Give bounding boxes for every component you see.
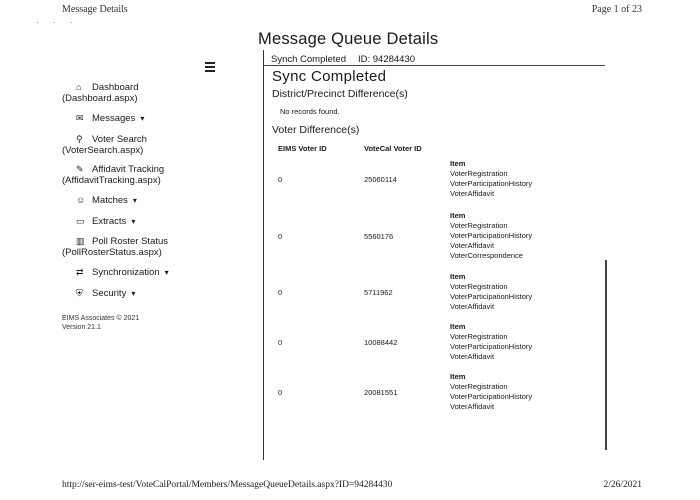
item: VoterRegistration: [450, 382, 508, 391]
table-row: [278, 367, 600, 417]
sidebar-item-security[interactable]: [62, 288, 135, 299]
users-icon: ☺: [76, 195, 86, 205]
sync-icon: ⇄: [76, 267, 84, 277]
item: VoterRegistration: [450, 169, 508, 178]
eims-voter-id: 0: [278, 337, 283, 347]
message-id: ID: 94284430: [357, 54, 416, 65]
sidebar-item-route: (AffidavitTracking.aspx): [62, 175, 161, 186]
item: VoterAffidavit: [450, 402, 495, 411]
chevron-down-icon: ▾: [131, 217, 136, 226]
sidebar-item-route: (PollRosterStatus.aspx): [62, 247, 162, 258]
item: VoterParticipationHistory: [450, 231, 533, 240]
print-header-page-number: Page 1 of 23: [591, 4, 642, 15]
eims-voter-id: 0: [278, 387, 283, 397]
version-text: Version 21.1: [62, 324, 101, 331]
table-header-row: [278, 144, 600, 153]
sidebar-item-synchronization[interactable]: [62, 267, 169, 278]
sidebar-item-label: Matches: [92, 195, 128, 206]
sync-title: Sync Completed: [272, 68, 387, 85]
sidebar-item-label: Synchronization: [92, 267, 160, 278]
item-list: [450, 317, 600, 367]
item: VoterRegistration: [450, 221, 508, 230]
sidebar-item-voter-search[interactable]: [62, 134, 147, 156]
sidebar-item-extracts[interactable]: [62, 216, 135, 227]
scan-specks: · · ·: [36, 18, 79, 27]
shield-icon: ⛨: [76, 288, 83, 298]
item-list: [450, 153, 600, 205]
item-header: Item: [450, 272, 466, 281]
table-row: [278, 153, 600, 205]
copyright-note: [62, 314, 139, 332]
item-header: Item: [450, 211, 466, 220]
scrollbar[interactable]: [605, 260, 607, 450]
item: VoterRegistration: [450, 282, 508, 291]
sidebar-item-label: Poll Roster Status: [92, 236, 169, 247]
column-header-eims-voter-id: EIMS Voter ID: [278, 144, 327, 153]
page-title: Message Queue Details: [258, 30, 439, 48]
copyright-text: EIMS Associates © 2021: [62, 315, 140, 322]
sidebar-item-affidavit-tracking[interactable]: [62, 164, 164, 186]
item: VoterParticipationHistory: [450, 392, 533, 401]
sidebar-item-dashboard[interactable]: [62, 82, 138, 104]
search-icon: ⚲: [76, 134, 83, 144]
sync-status-label: Synch Completed: [271, 54, 346, 65]
sidebar-item-label: Messages: [92, 113, 136, 124]
document-icon: ▭: [76, 216, 85, 226]
sidebar-item-matches[interactable]: [62, 195, 137, 206]
eims-voter-id: 0: [278, 174, 283, 184]
item: VoterAffidavit: [450, 189, 495, 198]
eims-voter-id: 0: [278, 287, 283, 297]
sidebar-item-route: (VoterSearch.aspx): [62, 145, 144, 156]
item: VoterParticipationHistory: [450, 292, 533, 301]
no-records-text: No records found.: [280, 107, 340, 116]
sidebar-item-label: Security: [92, 288, 127, 299]
item: VoterParticipationHistory: [450, 342, 533, 351]
eims-voter-id: 0: [278, 231, 283, 241]
print-footer-date: 2/26/2021: [603, 480, 642, 490]
item: VoterAffidavit: [450, 302, 495, 311]
item: VoterRegistration: [450, 332, 508, 341]
voter-differences-table: [278, 144, 600, 417]
item-list: [450, 267, 600, 317]
sidebar-item-label: Extracts: [92, 216, 127, 227]
item-header: Item: [450, 372, 466, 381]
chevron-down-icon: ▾: [140, 114, 145, 123]
votecal-voter-id: 25060114: [364, 174, 397, 184]
chevron-down-icon: ▾: [131, 289, 136, 298]
book-icon: ▥: [76, 236, 85, 246]
sync-status-line: [271, 54, 415, 65]
item: VoterParticipationHistory: [450, 179, 533, 188]
chevron-down-icon: ▾: [164, 268, 169, 277]
item: VoterAffidavit: [450, 241, 495, 250]
print-footer-url: http://ser-eims-test/VoteCalPortal/Members/MessageQueueDetails.aspx?ID=94284430: [62, 480, 393, 490]
envelope-icon: ✉: [76, 113, 84, 123]
votecal-voter-id: 20081551: [364, 387, 398, 397]
item: VoterCorrespondence: [450, 251, 523, 260]
item-list: [450, 367, 600, 417]
votecal-voter-id: 5711962: [364, 287, 393, 297]
votecal-voter-id: 5560176: [364, 231, 394, 241]
item-header: Item: [450, 159, 466, 168]
print-header-title: Message Details: [62, 4, 128, 15]
table-row: [278, 317, 600, 367]
votecal-voter-id: 10088442: [364, 337, 398, 347]
item: VoterAffidavit: [450, 352, 495, 361]
divider: [264, 65, 605, 66]
table-row: [278, 205, 600, 267]
home-icon: ⌂: [76, 82, 82, 92]
item-list: [450, 205, 600, 267]
column-header-items: [450, 144, 600, 153]
hamburger-menu-icon[interactable]: [205, 62, 215, 74]
edit-icon: ✎: [76, 164, 84, 174]
sidebar-item-route: (Dashboard.aspx): [62, 93, 138, 104]
voter-differences-heading: Voter Difference(s): [272, 124, 360, 136]
district-precinct-heading: District/Precinct Difference(s): [272, 88, 408, 100]
table-row: [278, 267, 600, 317]
sidebar-item-messages[interactable]: [62, 113, 144, 124]
chevron-down-icon: ▾: [132, 196, 137, 205]
sidebar-item-label: Dashboard: [92, 82, 139, 93]
message-details-panel: [263, 50, 609, 460]
item-header: Item: [450, 322, 466, 331]
column-header-votecal-voter-id: VoteCal Voter ID: [364, 144, 422, 153]
sidebar-item-label: Affidavit Tracking: [92, 164, 165, 175]
sidebar-item-poll-roster-status[interactable]: [62, 236, 168, 258]
sidebar-item-label: Voter Search: [92, 134, 147, 145]
